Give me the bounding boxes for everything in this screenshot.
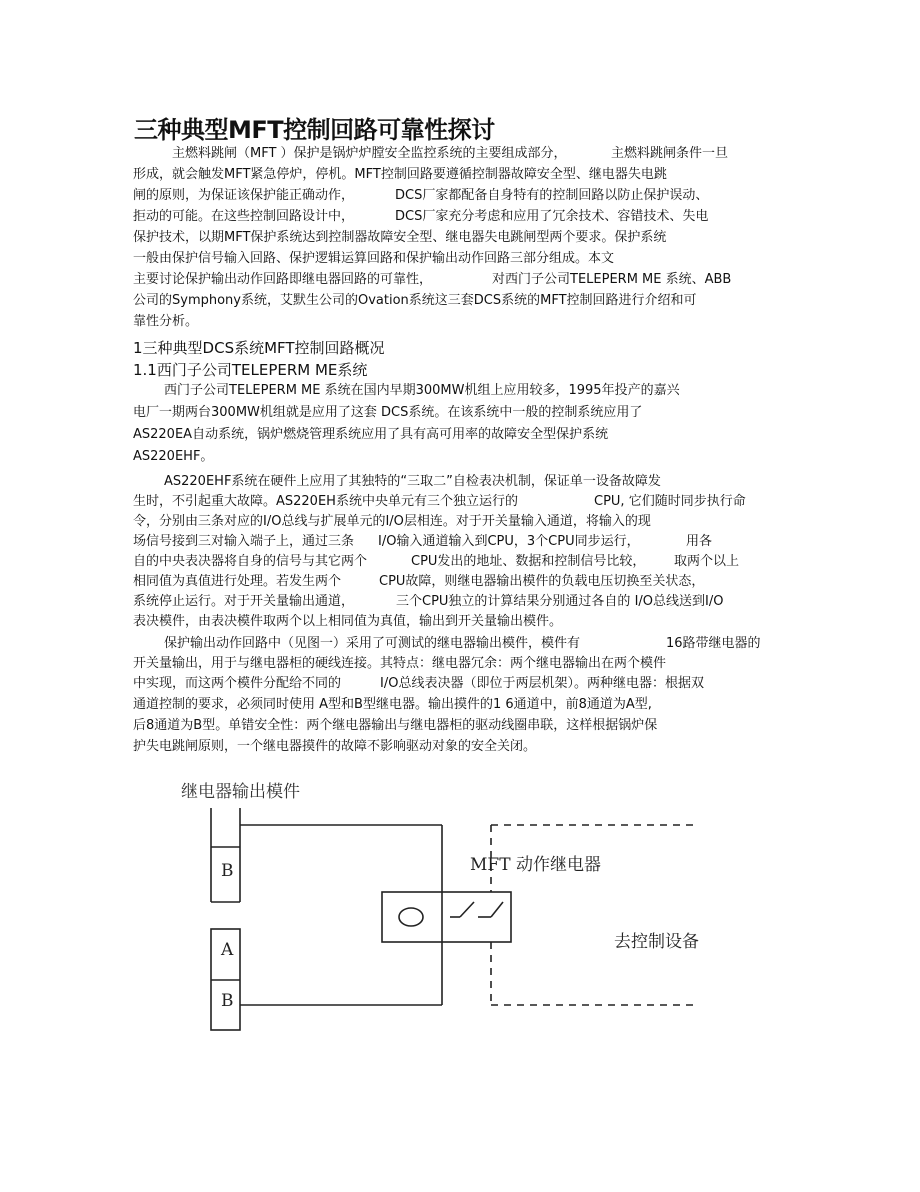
intro-line: 主要讨论保护输出动作回路即继电器回路的可靠性， <box>133 272 433 287</box>
intro-line: 对西门子公司TELEPERM ME 系统、ABB <box>492 272 732 287</box>
body-line: AS220EA自动系统，锅炉燃烧管理系统应用了具有高可用率的故障安全型保护系统 <box>133 427 609 442</box>
contact-blade <box>460 902 474 917</box>
intro-line: 靠性分析。 <box>133 314 199 329</box>
body-line: 三个CPU独立的计算结果分别通过各自的 I/O总线送到I/O <box>396 594 724 609</box>
body-line: 保护输出动作回路中（见图一）采用了可测试的继电器输出模件，模件有 <box>164 636 581 651</box>
subsection-heading: 1.1西门子公司TELEPERM ME系统 <box>133 361 368 379</box>
relay-coil <box>399 908 423 926</box>
body-line: 生时，不引起重大故障。AS220EH系统中央单元有三个独立运行的 <box>133 494 518 509</box>
contact-blade-2 <box>491 902 503 917</box>
document-title: 三种典型MFT控制回路可靠性探讨 <box>134 116 495 144</box>
control-equipment-label: 去控制设备 <box>614 932 699 952</box>
body-line: 16路带继电器的 <box>666 636 761 651</box>
intro-line: 主燃料跳闸（MFT ）保护是锅炉炉膛安全监控系统的主要组成部分， <box>172 146 567 161</box>
intro-line: DCS厂家都配备自身特有的控制回路以防止保护误动、 <box>395 188 709 203</box>
body-line: 电厂一期两台300MW机组就是应用了这套 DCS系统。在该系统中一般的控制系统应用了 <box>133 405 643 420</box>
body-line: 开关量输出，用于与继电器柜的硬线连接。其特点：继电器冗余：两个继电器输出在两个模件 <box>133 656 667 671</box>
body-line: 护失电跳闸原则，一个继电器摸件的故障不影响驱动对象的安全关闭。 <box>133 739 537 754</box>
intro-line: 闸的原则，为保证该保护能正确动作， <box>133 188 355 203</box>
body-line: 中实现，而这两个模件分配给不同的 <box>133 676 342 691</box>
section-heading: 1三种典型DCS系统MFT控制回路概况 <box>133 339 385 357</box>
diagram-title: 继电器输出模件 <box>181 782 300 802</box>
body-line: CPU故障，则继电器输出模件的负载电压切换至关状态， <box>379 574 705 589</box>
body-line: 用各 <box>686 534 713 549</box>
body-line: 系统停止运行。对于开关量输出通道， <box>133 594 355 609</box>
body-line: 取两个以上 <box>674 554 740 569</box>
relay-label: MFT 动作继电器 <box>470 855 601 875</box>
intro-line: 主燃料跳闸条件一旦 <box>611 146 729 161</box>
body-line: AS220EHF。 <box>133 449 214 464</box>
body-line: 表决模件，由表决模件取两个以上相同值为真值，输出到开关量输出模件。 <box>133 614 563 629</box>
intro-line: 拒动的可能。在这些控制回路设计中， <box>133 209 355 224</box>
intro-line: 形成，就会触发MFT紧急停炉，停机。MFT控制回路要遵循控制器故障安全型、继电器失电跳 <box>133 167 667 182</box>
body-line: 后8通道为B型。单错安全性：两个继电器输出与继电器柜的驱动线圈串联，这样根据锅炉保 <box>133 718 658 733</box>
body-line: 自的中央表决器将自身的信号与其它两个 <box>133 554 368 569</box>
body-line: 西门子公司TELEPERM ME 系统在国内早期300MW机组上应用较多，1995年投产的嘉兴 <box>164 383 680 398</box>
module-upper-b-label: B <box>221 861 234 881</box>
body-line: 通道控制的要求，必须同时使用 A型和B型继电器。输出摸件的1 6通道中，前8通道为A型, <box>133 697 652 712</box>
body-line: I/O输入通道输入到CPU，3个CPU同步运行， <box>378 534 640 549</box>
body-line: CPU, 它们随时同步执行命 <box>594 494 746 509</box>
module-lower-b-label: B <box>221 991 234 1011</box>
intro-line: DCS厂家充分考虑和应用了冗余技术、容错技术、失电 <box>395 209 709 224</box>
body-line: 相同值为真值进行处理。若发生两个 <box>133 574 342 589</box>
intro-line: 公司的Symphony系统，艾默生公司的Ovation系统这三套DCS系统的MFT控制回路进行介绍和可 <box>133 293 697 308</box>
body-line: I/O总线表决器（即位于两层机架）。两种继电器：根据双 <box>380 676 704 691</box>
body-line: 令，分别由三条对应的I/O总线与扩展单元的I/O层相连。对于开关量输入通道，将输入的现 <box>133 514 651 529</box>
body-line: AS220EHF系统在硬件上应用了其独特的“三取二”自检表决机制，保证单一设备故障发 <box>164 474 661 489</box>
intro-line: 保护技术，以期MFT保护系统达到控制器故障安全型、继电器失电跳闸型两个要求。保护系统 <box>133 230 667 245</box>
intro-line: 一般由保护信号输入回路、保护逻辑运算回路和保护输出动作回路三部分组成。本文 <box>133 251 615 266</box>
body-line: CPU发出的地址、数据和控制信号比较， <box>411 554 646 569</box>
module-lower-a-label: A <box>221 940 234 960</box>
body-line: 场信号接到三对输入端子上，通过三条 <box>133 534 355 549</box>
